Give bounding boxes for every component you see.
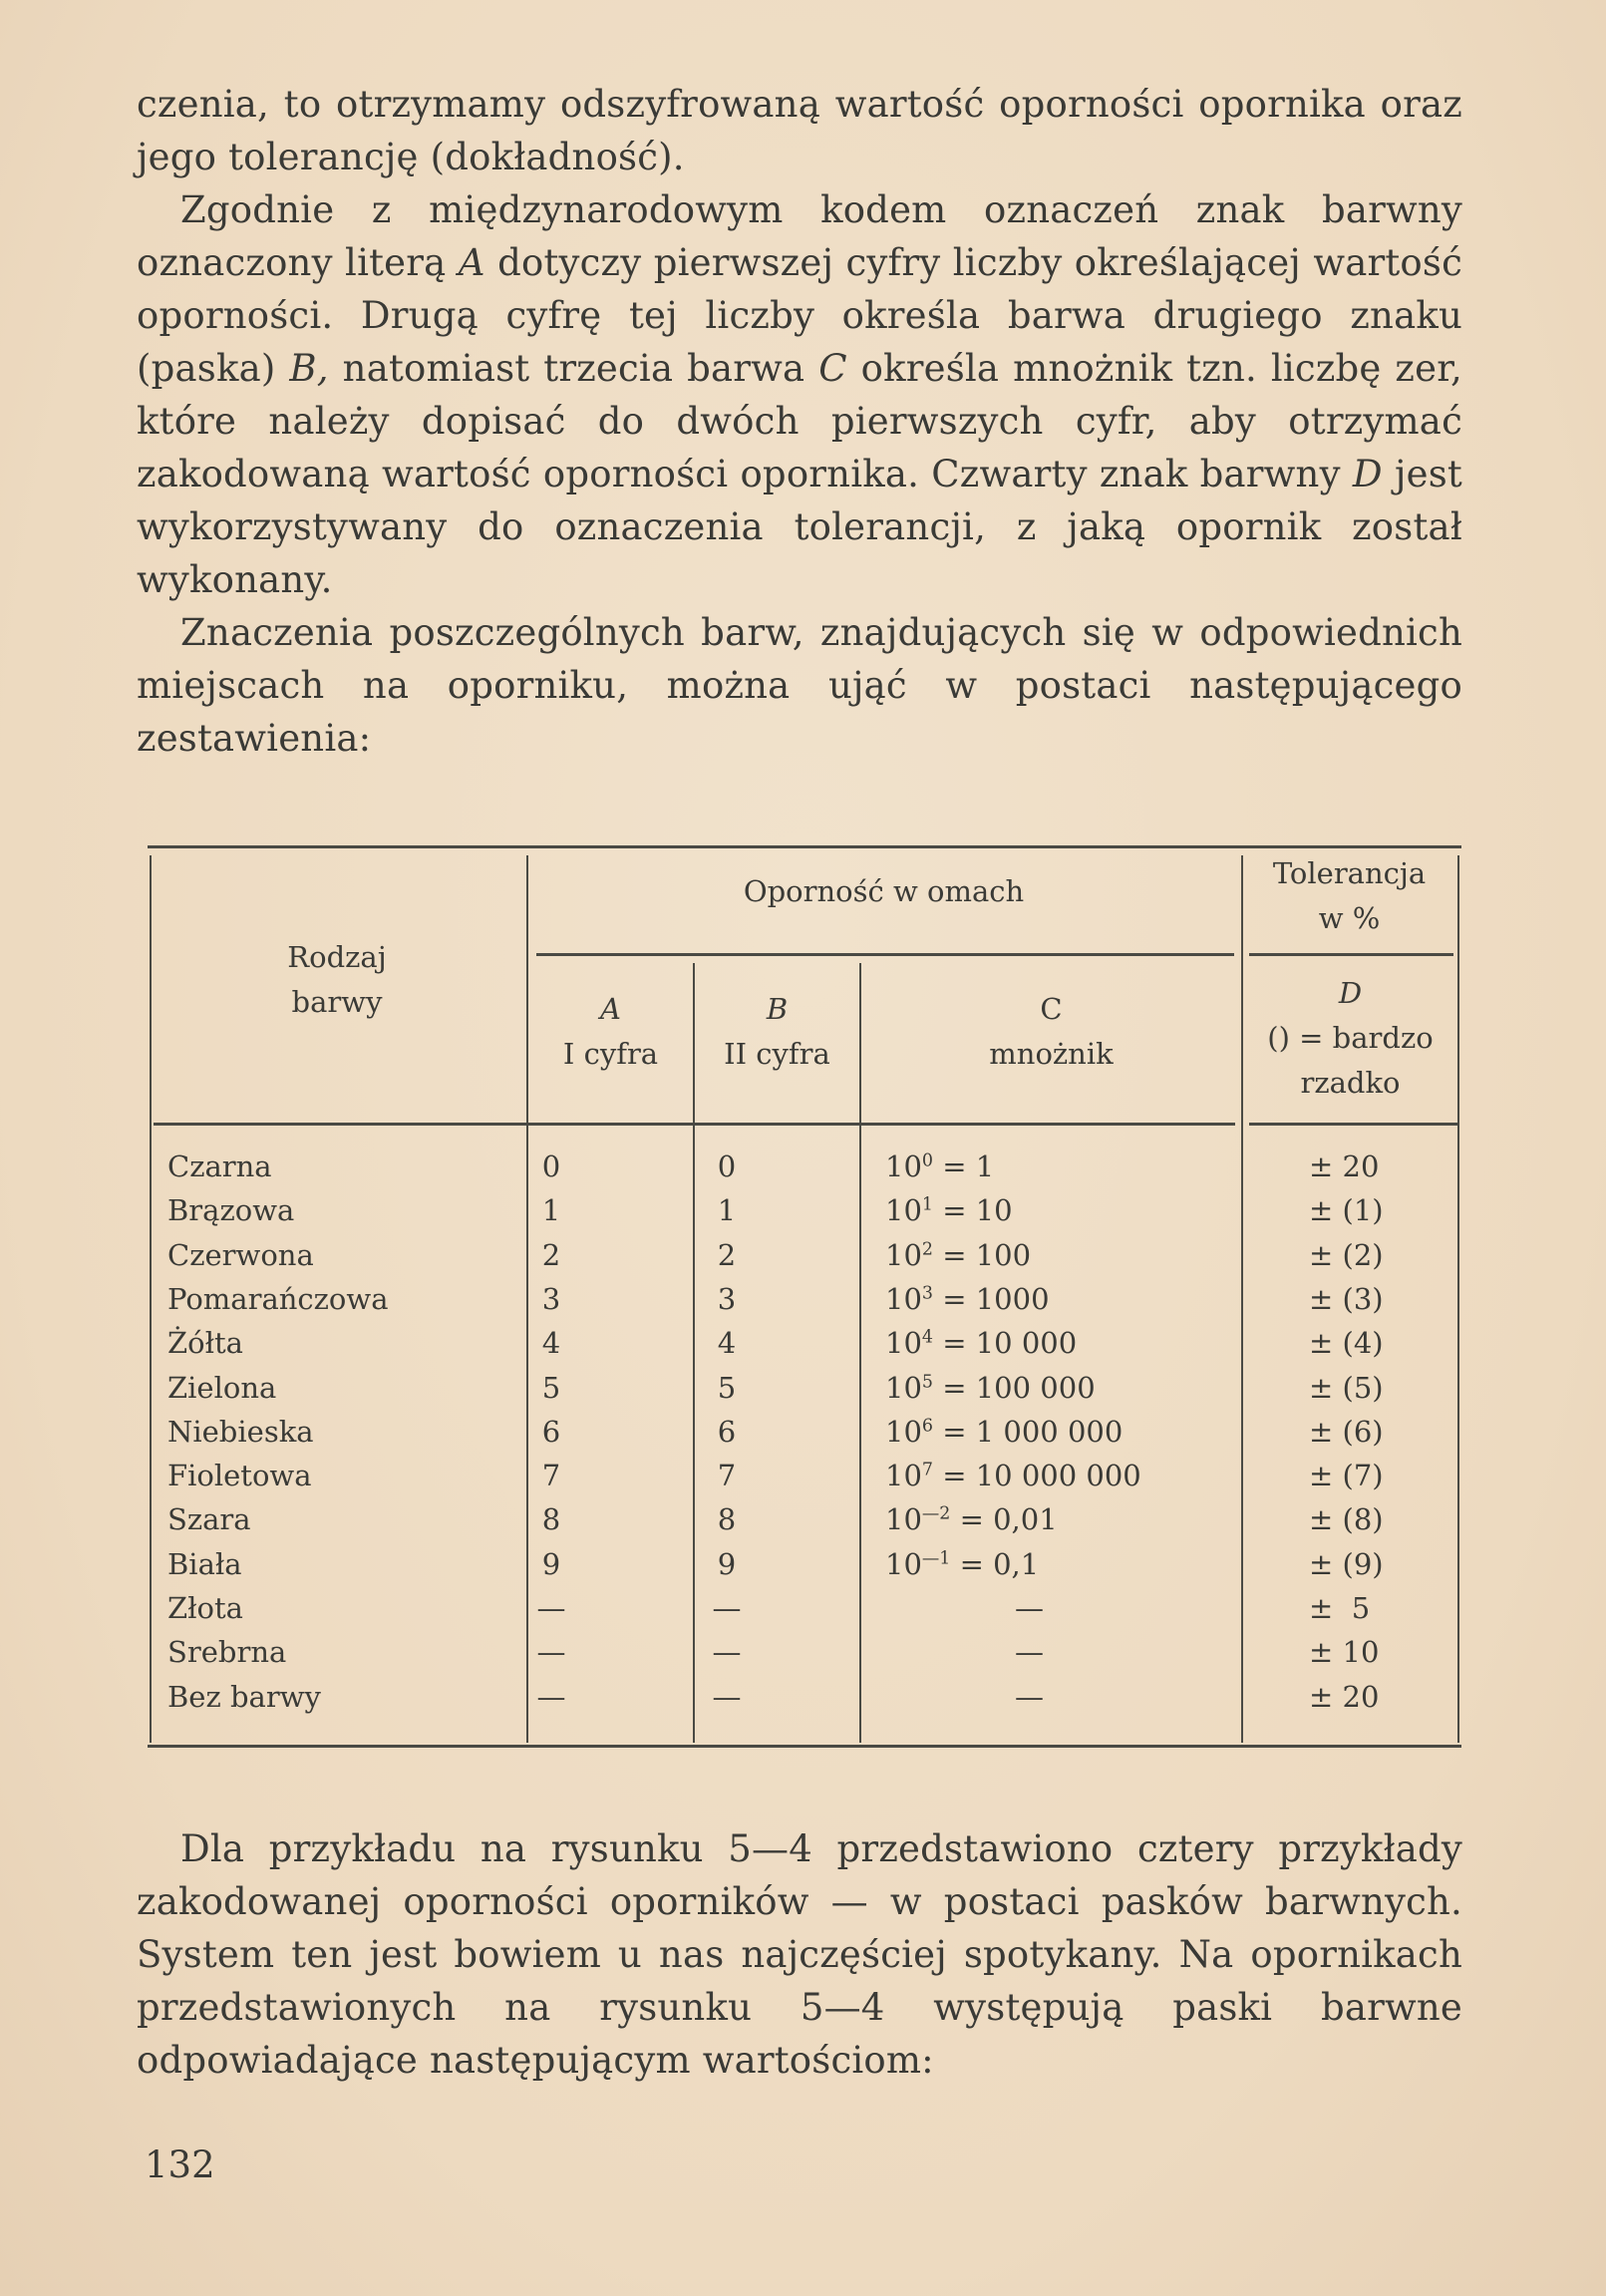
multiplier-value: = 10 000 (932, 1326, 1078, 1361)
paragraph-1: czenia, to otrzymamy odszyfrowaną wartość oporności opornika oraz jego tolerancję (dokładność). (137, 83, 1462, 178)
cell-multiplier (885, 1410, 1123, 1454)
multiplier-base: 10 (885, 1281, 922, 1316)
header-col-a (528, 987, 693, 1077)
table-row (148, 1630, 1461, 1674)
multiplier-exponent: 6 (921, 1416, 933, 1437)
multiplier-exponent: 0 (921, 1150, 933, 1171)
cell-color-name: Pomarańczowa (167, 1281, 389, 1316)
header-col-b (695, 987, 859, 1077)
text-run: jest wykorzystywany do oznaczenia tolerancji, z jaką opornik został wykonany. (137, 453, 1462, 601)
cell-second-digit: — (712, 1591, 742, 1625)
multiplier-value: = 0,01 (950, 1502, 1058, 1537)
multiplier-exponent: 7 (921, 1460, 933, 1480)
header-letter: B (766, 992, 789, 1026)
cell-multiplier (885, 1233, 1031, 1277)
cell-second-digit: 5 (717, 1370, 737, 1405)
header-letter: C (1040, 992, 1063, 1026)
cell-tolerance: ± 5 (1309, 1591, 1371, 1625)
table-bottom-rule (148, 1745, 1461, 1748)
cell-multiplier: — (1015, 1635, 1044, 1670)
multiplier-value: = 1000 (932, 1281, 1050, 1316)
cell-first-digit: 5 (541, 1370, 561, 1405)
table-row (148, 1321, 1461, 1365)
cell-first-digit: — (536, 1635, 566, 1670)
header-bottom-rule-tol (1249, 1123, 1458, 1126)
header-label: () = bardzo (1267, 1020, 1434, 1055)
cell-color-name: Żółta (167, 1326, 243, 1361)
cell-tolerance: ± (3) (1309, 1281, 1384, 1316)
header-sub-rule-tol (1249, 953, 1453, 956)
letter-d: D (1352, 453, 1383, 495)
cell-multiplier (885, 1145, 994, 1188)
cell-second-digit: 1 (717, 1193, 737, 1228)
multiplier-exponent: 5 (921, 1372, 933, 1393)
cell-multiplier (885, 1454, 1141, 1497)
cell-multiplier (885, 1188, 1013, 1232)
multiplier-exponent: —2 (921, 1503, 951, 1524)
cell-first-digit: 3 (541, 1281, 561, 1316)
cell-tolerance: ± (7) (1309, 1459, 1384, 1493)
cell-tolerance: ± 20 (1309, 1149, 1380, 1183)
color-code-table (148, 845, 1461, 1748)
multiplier-exponent: 4 (921, 1327, 933, 1348)
cell-multiplier: — (1015, 1679, 1044, 1714)
cell-color-name: Złota (167, 1591, 243, 1625)
multiplier-exponent: —1 (921, 1548, 951, 1569)
table-row (148, 1542, 1461, 1586)
cell-first-digit: 0 (541, 1149, 561, 1183)
text-run: Zgodnie z międzynarodowym kodem oznaczeń znak barwny oznaczony literą (137, 188, 1462, 284)
cell-first-digit: 7 (541, 1459, 561, 1493)
cell-color-name: Brązowa (167, 1193, 295, 1228)
cell-tolerance: ± (2) (1309, 1237, 1384, 1272)
letter-a: A (458, 241, 485, 284)
header-text: barwy (291, 984, 383, 1019)
cell-tolerance: ± (8) (1309, 1502, 1384, 1537)
header-resistance: Oporność w omach (743, 874, 1025, 908)
cell-multiplier (885, 1366, 1096, 1410)
cell-second-digit: 0 (717, 1149, 737, 1183)
header-tolerance (1241, 851, 1457, 941)
cell-tolerance: ± 20 (1309, 1679, 1380, 1714)
multiplier-base: 10 (885, 1326, 922, 1361)
cell-second-digit: 2 (717, 1237, 737, 1272)
text-run: określa mnożnik tzn. liczbę zer, które należy dopisać do dwóch pierwszych cyfr, aby otrzymać zakodowaną wartość oporności opornika. Czwarty znak barwny (137, 347, 1462, 495)
multiplier-base: 10 (885, 1149, 922, 1183)
paragraph-3: Znaczenia poszczególnych barw, znajdujących się w odpowiednich miejscach na oporniku, można ująć w postaci następującego zestawienia: (137, 611, 1462, 760)
cell-first-digit: 6 (541, 1414, 561, 1449)
header-col-c (861, 987, 1241, 1077)
header-label: II cyfra (724, 1036, 830, 1071)
header-text: w % (1318, 900, 1381, 935)
cell-first-digit: 2 (541, 1237, 561, 1272)
table-row (148, 1188, 1461, 1232)
cell-first-digit: — (536, 1591, 566, 1625)
header-color-type (148, 935, 526, 1025)
cell-multiplier (885, 1542, 1039, 1586)
table-row (148, 1454, 1461, 1497)
cell-color-name: Biała (167, 1546, 242, 1581)
cell-first-digit: 8 (541, 1502, 561, 1537)
table-top-rule (148, 845, 1461, 848)
header-label: mnożnik (989, 1036, 1114, 1071)
multiplier-base: 10 (885, 1193, 922, 1228)
page-number: 132 (145, 2143, 215, 2186)
cell-tolerance: ± (4) (1309, 1326, 1384, 1361)
letter-c: C (818, 347, 847, 390)
multiplier-value: = 0,1 (950, 1546, 1040, 1581)
cell-color-name: Czerwona (167, 1237, 314, 1272)
text-run: natomiast trzecia barwa (328, 347, 819, 390)
cell-tolerance: ± (1) (1309, 1193, 1384, 1228)
multiplier-value: = 100 (932, 1237, 1032, 1272)
letter-b: B, (289, 347, 329, 390)
cell-first-digit: 4 (541, 1326, 561, 1361)
table-row (148, 1233, 1461, 1277)
cell-second-digit: 7 (717, 1459, 737, 1493)
cell-second-digit: 4 (717, 1326, 737, 1361)
cell-second-digit: — (712, 1635, 742, 1670)
multiplier-base: 10 (885, 1546, 922, 1581)
cell-multiplier (885, 1321, 1077, 1365)
header-label: rzadko (1300, 1065, 1401, 1100)
text-run: dotyczy pierwszej cyfry liczby określającej wartość oporności. Drugą cyfrę tej liczby określa barwa drugiego znaku (paska) (137, 241, 1463, 390)
cell-second-digit: 8 (717, 1502, 737, 1537)
header-text: Rodzaj (287, 940, 387, 974)
cell-multiplier: — (1015, 1591, 1044, 1625)
header-letter: D (1338, 976, 1363, 1010)
multiplier-exponent: 1 (921, 1194, 933, 1215)
multiplier-base: 10 (885, 1237, 922, 1272)
closing-text (137, 1822, 1462, 2087)
cell-second-digit: — (712, 1679, 742, 1714)
multiplier-base: 10 (885, 1414, 922, 1449)
cell-color-name: Bez barwy (167, 1679, 321, 1714)
cell-first-digit: 1 (541, 1193, 561, 1228)
multiplier-base: 10 (885, 1459, 922, 1493)
cell-color-name: Zielona (167, 1370, 277, 1405)
multiplier-value: = 100 000 (932, 1370, 1096, 1405)
multiplier-base: 10 (885, 1370, 922, 1405)
multiplier-value: = 1 000 000 (932, 1414, 1124, 1449)
cell-first-digit: 9 (541, 1546, 561, 1581)
table-row (148, 1675, 1461, 1719)
cell-tolerance: ± (9) (1309, 1546, 1384, 1581)
header-sub-rule (536, 953, 1234, 956)
table-row (148, 1410, 1461, 1454)
cell-first-digit: — (536, 1679, 566, 1714)
table-row (148, 1277, 1461, 1321)
cell-tolerance: ± (5) (1309, 1370, 1384, 1405)
header-col-d (1243, 971, 1457, 1106)
cell-color-name: Szara (167, 1502, 251, 1537)
cell-multiplier (885, 1497, 1058, 1541)
multiplier-base: 10 (885, 1502, 922, 1537)
paragraph-2 (137, 183, 1462, 606)
cell-color-name: Srebrna (167, 1635, 287, 1670)
header-label: I cyfra (562, 1036, 659, 1071)
cell-second-digit: 6 (717, 1414, 737, 1449)
cell-tolerance: ± (6) (1309, 1414, 1384, 1449)
cell-color-name: Czarna (167, 1149, 272, 1183)
cell-multiplier (885, 1277, 1050, 1321)
table-row (148, 1586, 1461, 1630)
table-row (148, 1366, 1461, 1410)
header-letter: A (600, 992, 621, 1026)
table-row (148, 1145, 1461, 1188)
cell-second-digit: 3 (717, 1281, 737, 1316)
multiplier-exponent: 2 (921, 1239, 933, 1260)
multiplier-value: = 10 (932, 1193, 1013, 1228)
multiplier-value: = 10 000 000 (932, 1459, 1141, 1493)
paragraph-4: Dla przykładu na rysunku 5—4 przedstawiono cztery przykłady zakodowanej oporności oporników — w postaci pasków barwnych. System ten jest bowiem u nas najczęściej spotykany. Na opornikach przedstawionych na rysunku 5—4 występują paski barwne odpowiadające następującym wartościom: (137, 1827, 1462, 2082)
multiplier-exponent: 3 (921, 1283, 933, 1304)
cell-second-digit: 9 (717, 1546, 737, 1581)
table-row (148, 1497, 1461, 1541)
header-text: Tolerancja (1272, 856, 1427, 890)
multiplier-value: = 1 (932, 1149, 995, 1183)
cell-color-name: Fioletowa (167, 1459, 312, 1493)
cell-color-name: Niebieska (167, 1414, 314, 1449)
intro-text (137, 78, 1462, 765)
cell-tolerance: ± 10 (1309, 1635, 1380, 1670)
